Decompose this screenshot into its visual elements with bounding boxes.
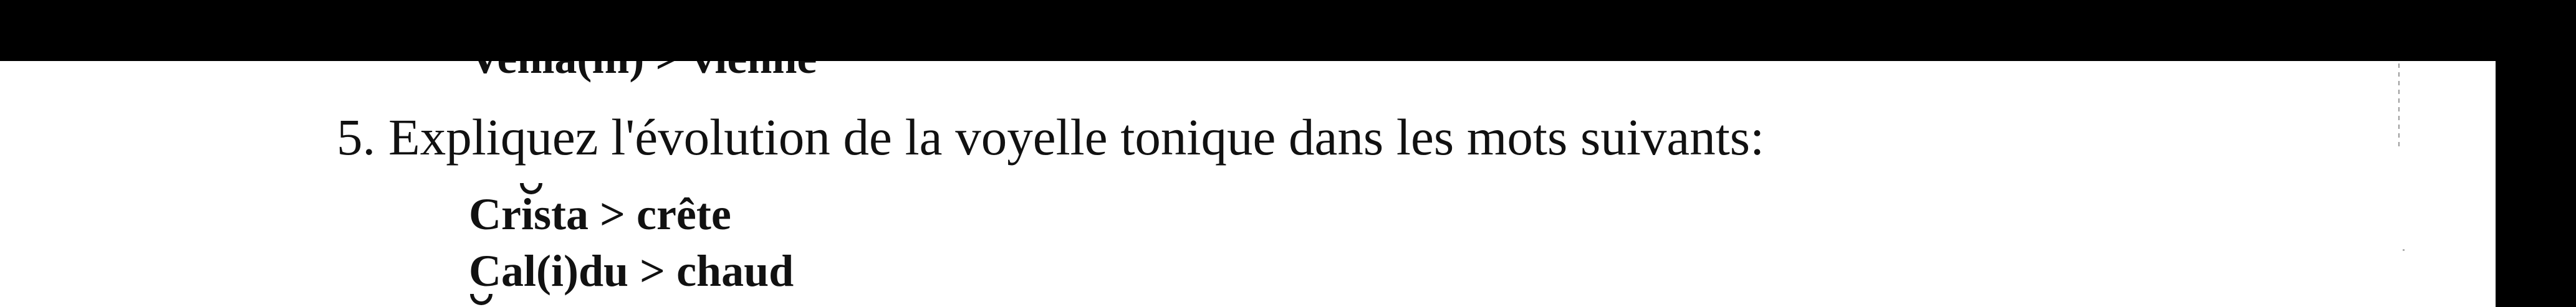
- scan-speck: [2403, 249, 2405, 251]
- scan-border-right: [2496, 61, 2576, 307]
- scan-border-top: [0, 0, 2576, 61]
- breve-mark-cut: [470, 294, 493, 305]
- word-example-calidu: Cal(i)du > chaud: [469, 246, 794, 296]
- question-5-prompt: 5. Expliquez l'évolution de la voyelle tonique dans les mots suivants:: [337, 108, 1765, 166]
- page-fold-mark: [2398, 64, 2400, 151]
- word-example-crista: Crista > crête: [469, 189, 731, 239]
